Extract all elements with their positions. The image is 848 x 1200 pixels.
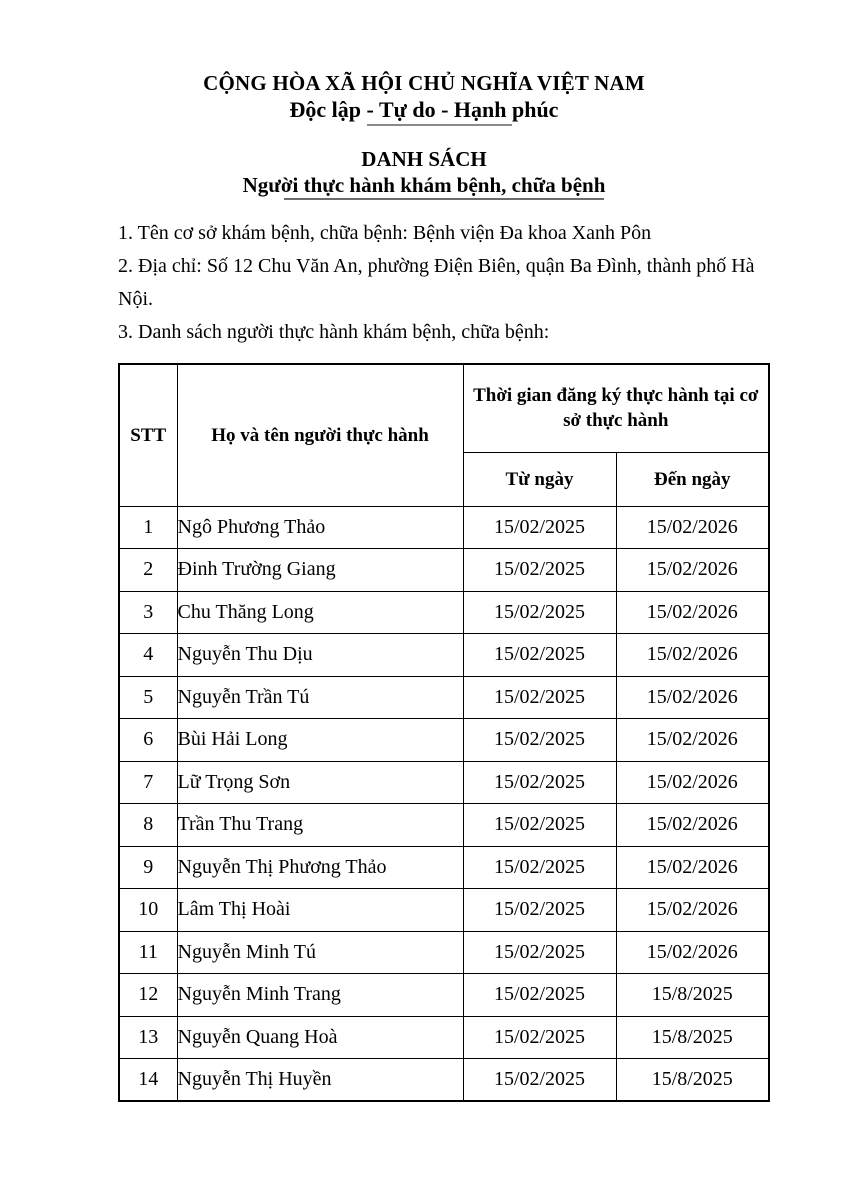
cell-stt: 12 [119,974,177,1017]
document-subtitle: Người thực hành khám bệnh, chữa bệnh [242,173,606,197]
national-header-title: CỘNG HÒA XÃ HỘI CHỦ NGHĨA VIỆT NAM [203,71,645,95]
cell-name: Chu Thăng Long [177,591,463,634]
cell-to-date: 15/02/2026 [616,719,769,762]
cell-to-date: 15/02/2026 [616,931,769,974]
header-cell-from-date: Từ ngày [463,452,616,506]
cell-from-date: 15/02/2025 [463,676,616,719]
national-motto: Độc lập - Tự do - Hạnh phúc [289,97,559,122]
cell-name: Bùi Hải Long [177,719,463,762]
table-row [119,974,769,1017]
cell-name: Lữ Trọng Sơn [177,761,463,804]
cell-to-date: 15/8/2025 [616,1059,769,1102]
cell-name: Nguyễn Minh Tú [177,931,463,974]
header-cell-stt: STT [119,364,177,506]
cell-from-date: 15/02/2025 [463,719,616,762]
table-row [119,719,769,762]
cell-name: Nguyễn Quang Hoà [177,1016,463,1059]
header-cell-to-date: Đến ngày [616,452,769,506]
cell-from-date: 15/02/2025 [463,761,616,804]
cell-to-date: 15/02/2026 [616,846,769,889]
cell-to-date: 15/02/2026 [616,804,769,847]
cell-to-date: 15/8/2025 [616,974,769,1017]
cell-name: Lâm Thị Hoài [177,889,463,932]
cell-to-date: 15/02/2026 [616,634,769,677]
cell-stt: 3 [119,591,177,634]
cell-to-date: 15/02/2026 [616,889,769,932]
cell-name: Nguyễn Trần Tú [177,676,463,719]
practitioners-table [118,363,770,1102]
table-row [119,931,769,974]
cell-from-date: 15/02/2025 [463,1016,616,1059]
cell-stt: 14 [119,1059,177,1102]
cell-from-date: 15/02/2025 [463,931,616,974]
table-body [119,506,769,1101]
cell-to-date: 15/02/2026 [616,676,769,719]
cell-stt: 8 [119,804,177,847]
cell-stt: 1 [119,506,177,549]
cell-stt: 9 [119,846,177,889]
table-header [119,364,769,506]
cell-from-date: 15/02/2025 [463,591,616,634]
cell-stt: 5 [119,676,177,719]
cell-from-date: 15/02/2025 [463,1059,616,1102]
address-line: 2. Địa chỉ: Số 12 Chu Văn An, phường Điện Biên, quận Ba Đình, thành phố Hà Nội. [118,255,755,310]
subtitle-line [0,172,848,200]
cell-stt: 13 [119,1016,177,1059]
table-row [119,1016,769,1059]
table-row [119,676,769,719]
cell-name: Nguyễn Minh Trang [177,974,463,1017]
cell-from-date: 15/02/2025 [463,889,616,932]
document-header [0,0,848,200]
table-header-row-main [119,364,769,452]
cell-stt: 6 [119,719,177,762]
cell-from-date: 15/02/2025 [463,804,616,847]
table-row [119,634,769,677]
cell-to-date: 15/02/2026 [616,591,769,634]
table-row [119,506,769,549]
header-cell-name: Họ và tên người thực hành [177,364,463,506]
table-row [119,889,769,932]
document-title: DANH SÁCH [361,147,487,171]
subtitle-underline [284,198,604,200]
cell-name: Nguyễn Thu Dịu [177,634,463,677]
cell-from-date: 15/02/2025 [463,846,616,889]
cell-name: Nguyễn Thị Phương Thảo [177,846,463,889]
cell-to-date: 15/02/2026 [616,506,769,549]
table-row [119,591,769,634]
list-intro-line: 3. Danh sách người thực hành khám bệnh, chữa bệnh: [118,321,550,343]
cell-name: Nguyễn Thị Huyền [177,1059,463,1102]
facility-name-line: 1. Tên cơ sở khám bệnh, chữa bệnh: Bệnh viện Đa khoa Xanh Pôn [118,222,652,244]
cell-stt: 7 [119,761,177,804]
cell-to-date: 15/02/2026 [616,549,769,592]
table-row [119,549,769,592]
table-row [119,846,769,889]
motto-underline [367,124,512,126]
cell-from-date: 15/02/2025 [463,506,616,549]
cell-from-date: 15/02/2025 [463,634,616,677]
cell-name: Trần Thu Trang [177,804,463,847]
table-row [119,761,769,804]
cell-to-date: 15/02/2026 [616,761,769,804]
cell-from-date: 15/02/2025 [463,549,616,592]
cell-stt: 2 [119,549,177,592]
cell-name: Đinh Trường Giang [177,549,463,592]
cell-stt: 4 [119,634,177,677]
cell-to-date: 15/8/2025 [616,1016,769,1059]
document-body [118,217,770,1102]
cell-stt: 11 [119,931,177,974]
cell-from-date: 15/02/2025 [463,974,616,1017]
motto-line [0,96,848,126]
cell-name: Ngô Phương Thảo [177,506,463,549]
header-cell-period-group: Thời gian đăng ký thực hành tại cơ sở thực hành [463,364,769,452]
table-row [119,1059,769,1102]
cell-stt: 10 [119,889,177,932]
table-row [119,804,769,847]
